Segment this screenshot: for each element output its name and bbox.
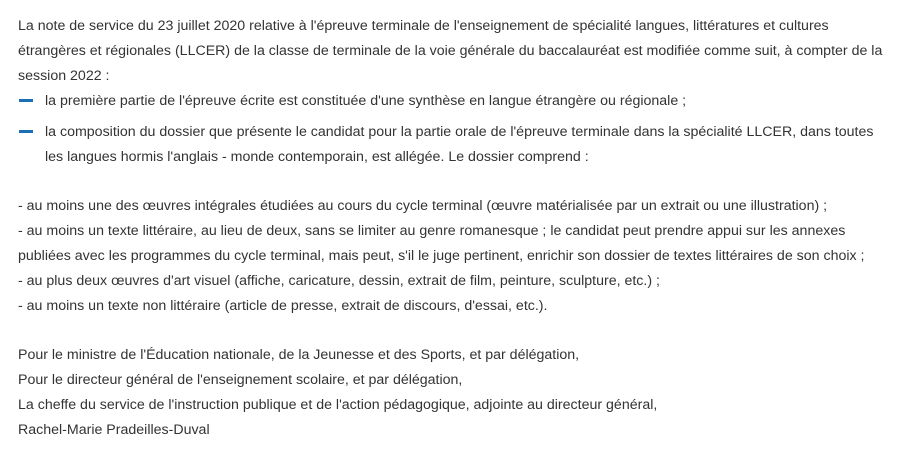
list-item-text: la composition du dossier que présente le candidat pour la partie orale de l'épreuve terminale dans la spécialité LLCER, dans toutes les langues hormis l'anglais - monde contemporain, est allégée. Le dossier comprend : [45,124,874,165]
dossier-item: - au moins un texte non littéraire (article de presse, extrait de discours, d'essai, etc.). [18,298,548,314]
list-item [18,89,892,114]
spacer [18,170,892,194]
signature-line: Pour le directeur général de l'enseignement scolaire, et par délégation, [18,372,463,388]
dossier-item: - au moins un texte littéraire, au lieu de deux, sans se limiter au genre romanesque ; le candidat peut prendre appui sur les annexes publiées avec les programmes du cycle terminal, mais peut, s'il le juge pertinent, enrichir son dossier de textes littéraires de son choix ; [18,223,865,264]
spacer [18,319,892,343]
list-item [18,120,892,170]
signatory-name: Rachel-Marie Pradeilles-Duval [18,422,210,438]
dash-bullet-icon [19,130,33,133]
signature-line: La cheffe du service de l'instruction publique et de l'action pédagogique, adjointe au directeur général, [18,397,658,413]
intro-paragraph: La note de service du 23 juillet 2020 relative à l'épreuve terminale de l'enseignement de spécialité langues, littératures et cultures étrangères et régionales (LLCER) de la classe de terminale de la voie générale du baccalauréat est modifiée comme suit, à compter de la session 2022 : [18,18,883,84]
modification-list [18,89,892,170]
dossier-item: - au moins une des œuvres intégrales étudiées au cours du cycle terminal (œuvre matérialisée par un extrait ou une illustration) ; [18,198,828,214]
signature-block [18,343,892,443]
dossier-item: - au plus deux œuvres d'art visuel (affiche, caricature, dessin, extrait de film, peinture, sculpture, etc.) ; [18,273,660,289]
dash-bullet-icon [19,99,33,102]
list-item-text: la première partie de l'épreuve écrite est constituée d'une synthèse en langue étrangère ou régionale ; [45,93,687,109]
signature-line: Pour le ministre de l'Éducation nationale, de la Jeunesse et des Sports, et par délégation, [18,347,580,363]
dossier-list [18,194,892,319]
